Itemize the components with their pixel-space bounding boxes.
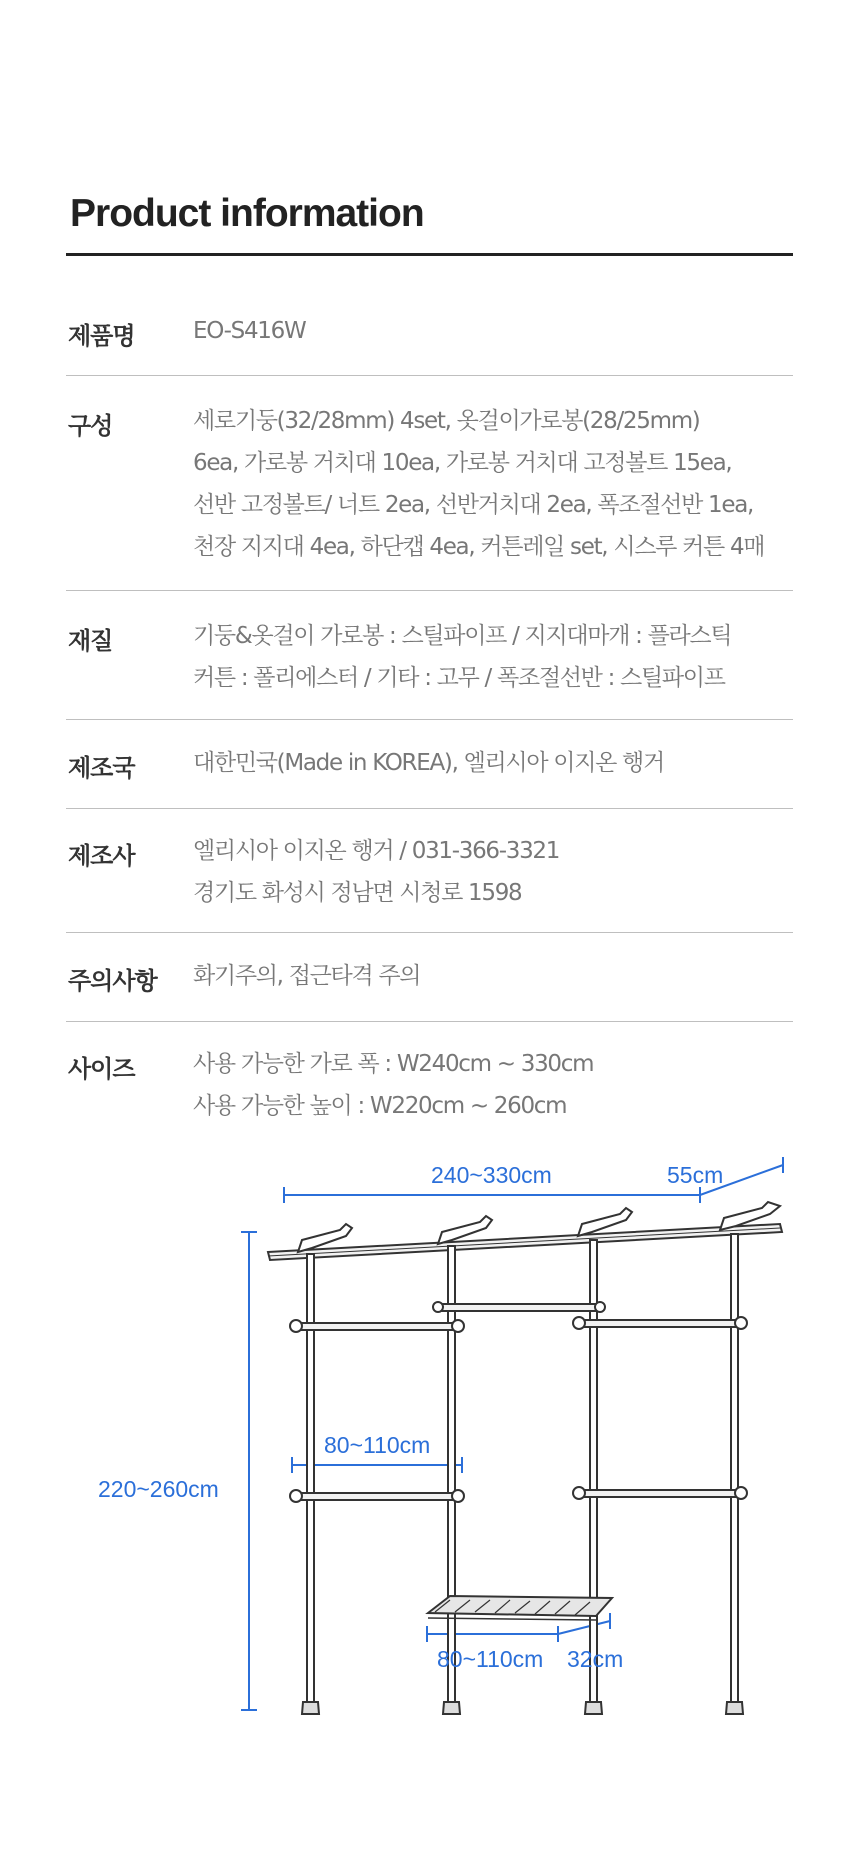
value-line: 선반 고정볼트/ 너트 2ea, 선반거치대 2ea, 폭조절선반 1ea, [193,492,754,518]
row-label-country: 제조국 [68,754,135,782]
row-value-caution [193,955,420,997]
value-line: 커튼 : 폴리에스터 / 기타 : 고무 / 폭조절선반 : 스틸파이프 [193,665,725,691]
row-divider [66,932,793,933]
bar-width-dimension-label: 80~110cm [324,1432,431,1458]
row-label-product-name: 제품명 [68,322,135,350]
row-value-manufacturer [193,830,559,914]
row-label-caution: 주의사항 [68,967,157,995]
row-divider [66,375,793,376]
height-dimension-label: 220~260cm [98,1476,219,1502]
row-value-size [193,1043,593,1127]
row-value-composition [193,400,764,568]
hanger-dimension-diagram [0,1140,860,1740]
row-label-material: 재질 [68,627,113,655]
value-line: 사용 가능한 높이 : W220cm ~ 260cm [193,1093,567,1119]
row-label-manufacturer: 제조사 [68,842,135,870]
value-line: EO-S416W [193,318,306,344]
value-line: 사용 가능한 가로 폭 : W240cm ~ 330cm [193,1051,594,1077]
row-label-composition: 구성 [68,412,113,440]
row-divider [66,719,793,720]
row-label-size: 사이즈 [68,1055,135,1083]
row-value-country [193,742,664,784]
title-divider [66,253,793,256]
shelf-depth-dimension-label: 32cm [567,1646,624,1672]
value-line: 천장 지지대 4ea, 하단캡 4ea, 커튼레일 set, 시스루 커튼 4매 [193,534,765,560]
value-line: 화기주의, 접근타격 주의 [193,963,421,989]
value-line: 6ea, 가로봉 거치대 10ea, 가로봉 거치대 고정볼트 15ea, [193,450,732,476]
value-line: 엘리시아 이지온 행거 / 031-366-3321 [193,838,560,864]
row-value-material [193,615,731,699]
depth-dimension-label: 55cm [667,1162,724,1188]
shelf-width-dimension-label: 80~110cm [437,1646,544,1672]
value-line: 경기도 화성시 정남면 시청로 1598 [193,880,522,906]
row-value-product-name [193,310,305,352]
value-line: 기둥&옷걸이 가로봉 : 스틸파이프 / 지지대마개 : 플라스틱 [193,623,732,649]
value-line: 대한민국(Made in KOREA), 엘리시아 이지온 행거 [193,750,664,776]
page-title: Product information [70,192,424,235]
row-divider [66,808,793,809]
value-line: 세로기둥(32/28mm) 4set, 옷걸이가로봉(28/25mm) [193,408,700,434]
row-divider [66,1021,793,1022]
row-divider [66,590,793,591]
width-dimension-label: 240~330cm [431,1162,552,1188]
hanger-rack-drawing [268,1202,782,1714]
